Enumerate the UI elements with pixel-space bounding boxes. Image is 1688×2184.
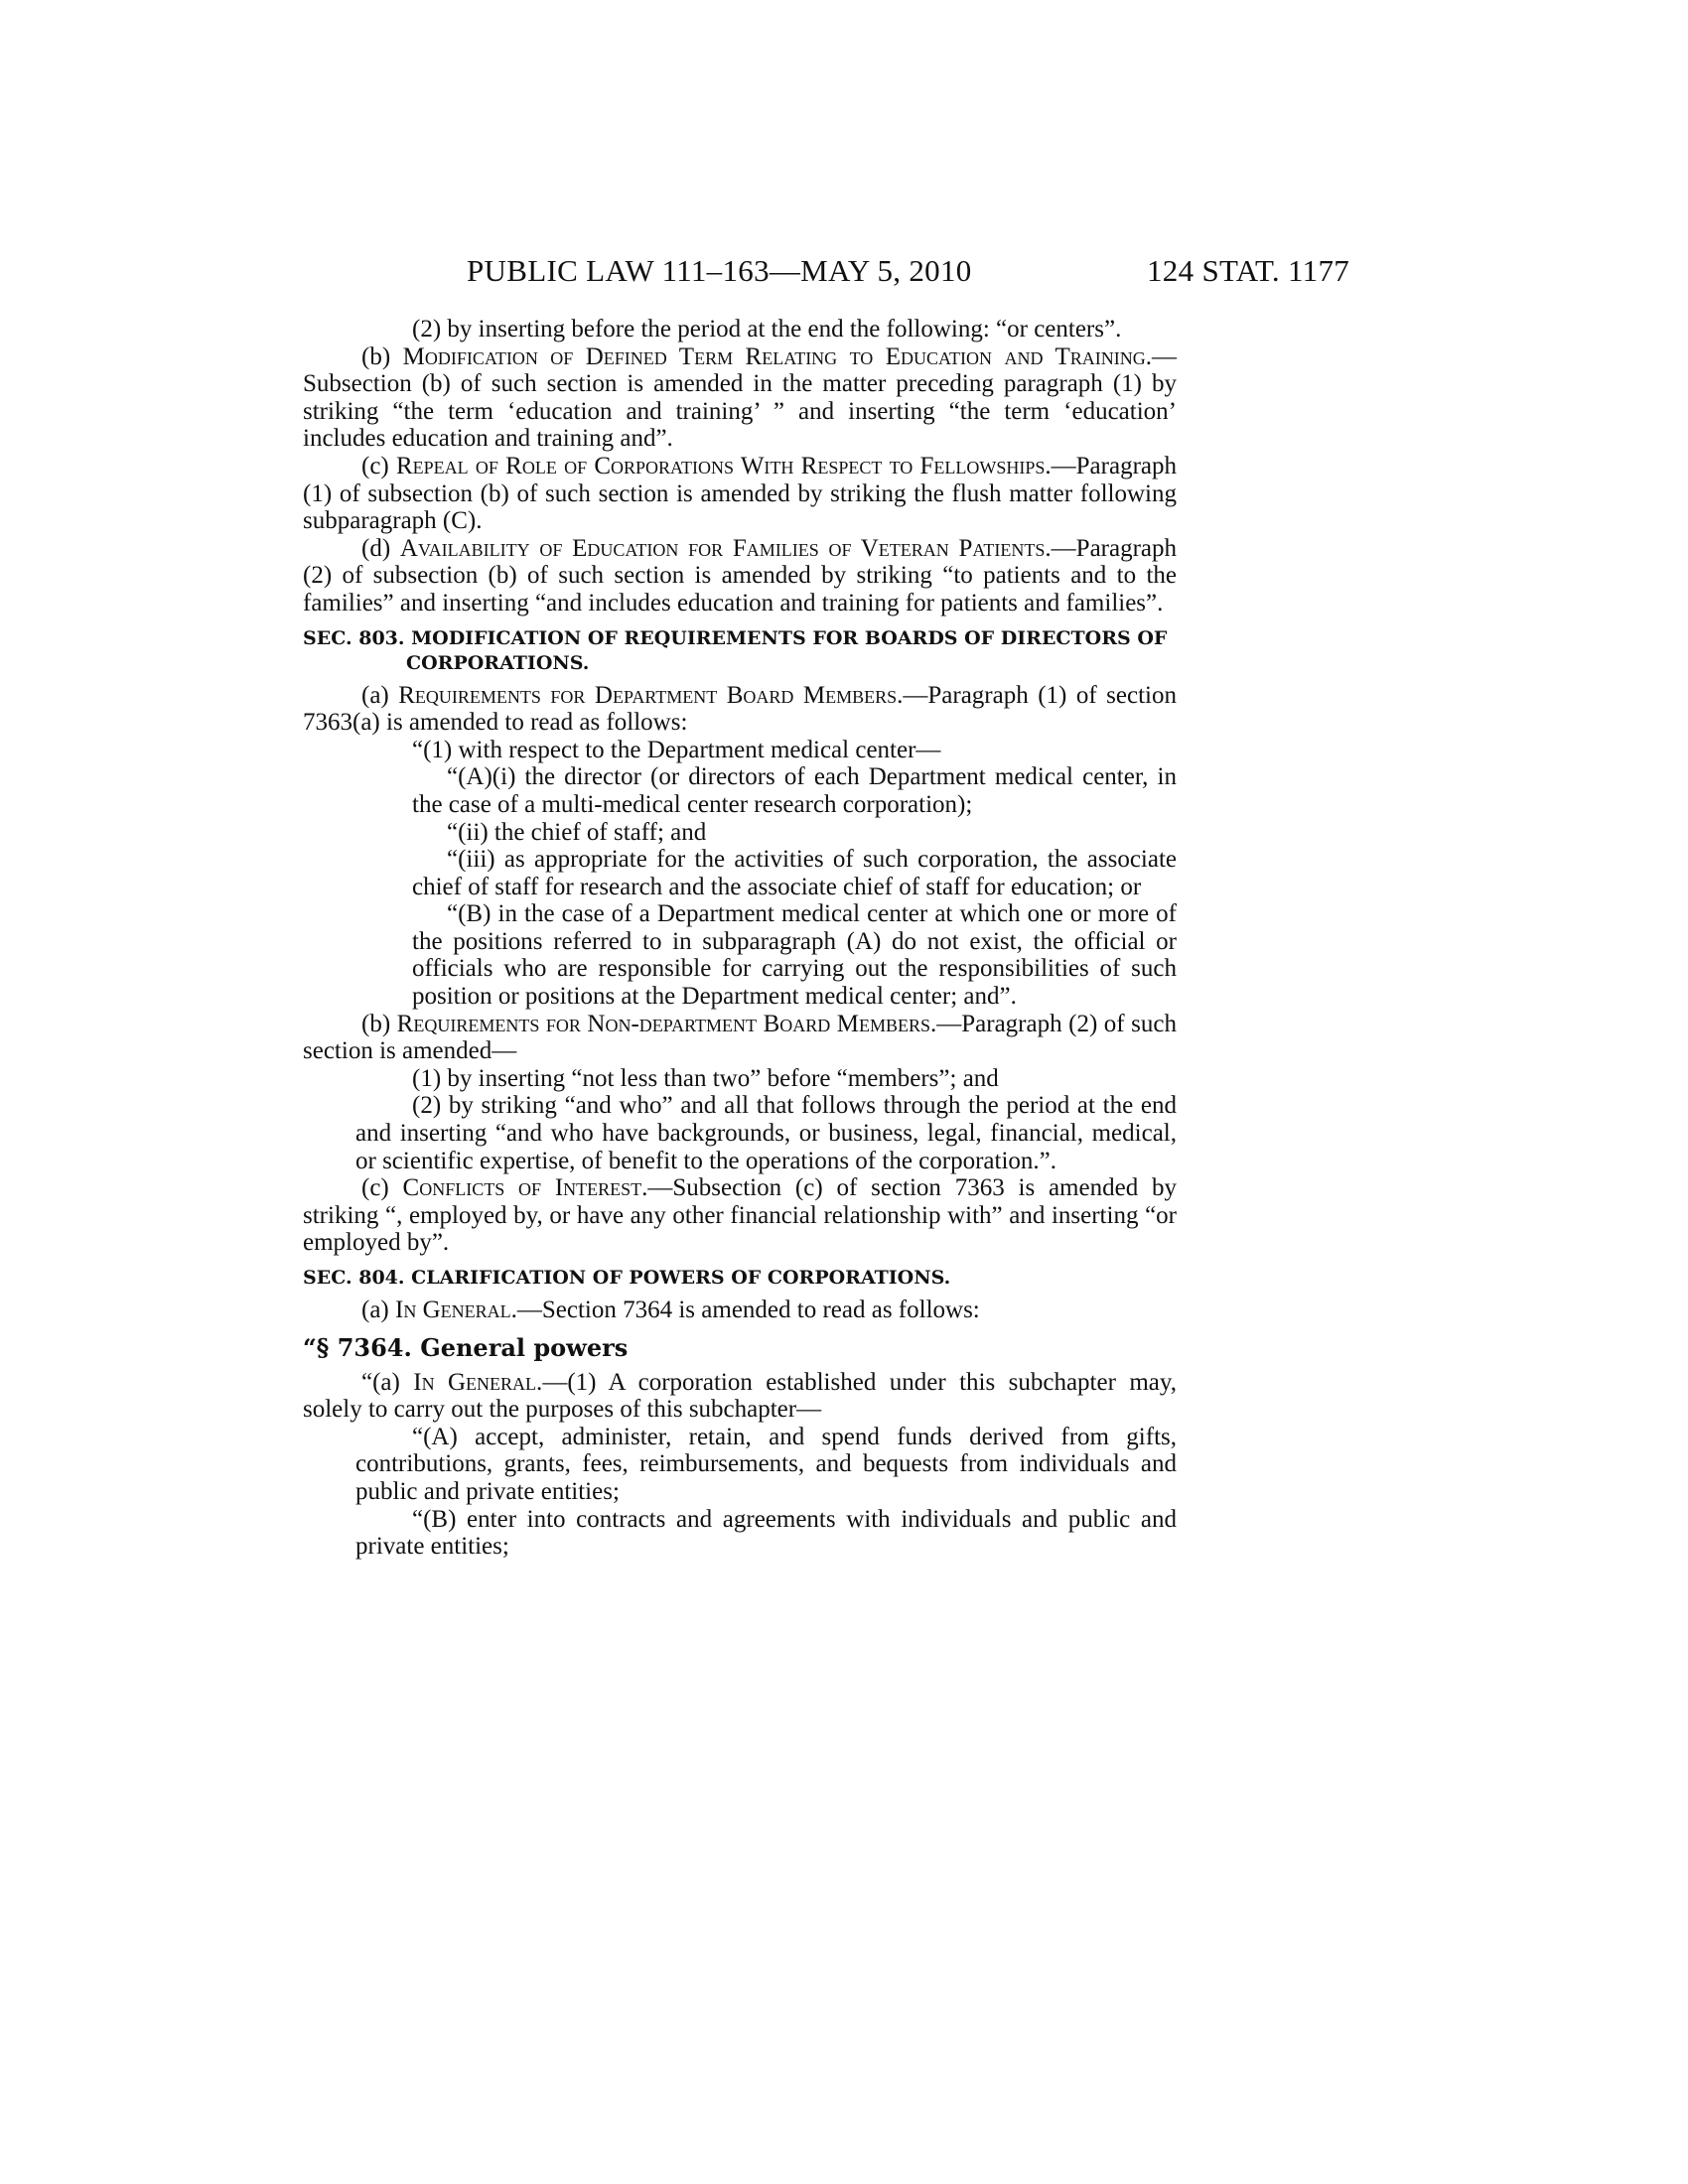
subsection-text: —(1) A corporation established under this subchapter may, solely to carry out the purposes of this subchapter— <box>303 1368 1178 1424</box>
section-7364-heading: “§ 7364. General powers <box>303 1332 629 1362</box>
subsection-heading: Availability of Education for Families of Veteran Patients. <box>399 534 1052 562</box>
subparagraph-a-accept-funds: “(A) accept, administer, retain, and spend funds derived from gifts, contributions, grants, fees, reimbursements, and bequests from individuals and public and private entities; <box>355 1423 1177 1505</box>
subsection-heading: Modification of Defined Term Relating to Education and Training. <box>402 342 1152 370</box>
subsection-text: —Section 7364 is amended to read as follows: <box>516 1297 980 1323</box>
subsection-d-availability <box>303 535 1177 617</box>
subsection-text: —Paragraph (1) of section 7363(a) is amended to read as follows: <box>303 681 1177 737</box>
subsection-heading: Requirements for Department Board Members. <box>398 681 904 709</box>
subsection-c-repeal-role <box>303 453 1177 535</box>
subsection-number: (b) <box>361 1010 397 1037</box>
subsection-heading: In General. <box>413 1368 543 1396</box>
subsection-text: —Paragraph (2) of such section is amended— <box>303 1010 1177 1065</box>
subsection-text: —Paragraph (1) of subsection (b) of such section is amended by striking the flush matter following subparagraph (C). <box>303 452 1177 535</box>
statute-page-number: 124 STAT. 1177 <box>1147 253 1350 288</box>
paragraph-1-medical-center: “(1) with respect to the Department medical center— <box>412 736 941 763</box>
paragraph-2-backgrounds: (2) by striking “and who” and all that follows through the period at the end and inserting “and who have backgrounds, or business, legal, financial, medical, or scientific expertise, of benefit to the operations of the corporation.”. <box>355 1092 1177 1174</box>
clause-ii-chief-of-staff: “(ii) the chief of staff; and <box>447 818 707 846</box>
subsection-a-department-board <box>303 682 1177 737</box>
subparagraph-b-contracts: “(B) enter into contracts and agreements with individuals and public and private entities; <box>355 1505 1177 1561</box>
subsection-c-conflicts <box>303 1174 1177 1257</box>
running-header <box>0 253 1688 293</box>
subsection-number: (c) <box>361 1174 403 1202</box>
section-803-heading: SEC. 803. MODIFICATION OF REQUIREMENTS FOR BOARDS OF DIRECTORS OF CORPORATIONS. <box>303 626 1168 674</box>
public-law-citation: PUBLIC LAW 111–163—MAY 5, 2010 <box>467 253 972 288</box>
document-body <box>303 316 1177 1561</box>
subsection-b-non-department-board <box>303 1011 1177 1065</box>
subsection-text: —Subsection (b) of such section is amended in the matter preceding paragraph (1) by striking “the term ‘education and training’ ” and inserting “the term ‘education’ includes education and training and”. <box>303 342 1177 453</box>
subsection-text: —Paragraph (2) of subsection (b) of such section is amended by striking “to patients and to the families” and inserting “and includes education and training for patients and families”. <box>303 534 1178 616</box>
subsection-heading: Requirements for Non-department Board Members. <box>396 1010 937 1037</box>
subsection-heading: Repeal of Role of Corporations With Respect to Fellowships. <box>396 452 1052 479</box>
subsection-number: (b) <box>361 342 403 370</box>
section-804-heading: SEC. 804. CLARIFICATION OF POWERS OF CORPORATIONS. <box>303 1267 951 1289</box>
subsection-number: “(a) <box>361 1368 414 1396</box>
paragraph-1-not-less-than-two: (1) by inserting “not less than two” before “members”; and <box>412 1064 999 1092</box>
subsection-a-general-powers <box>303 1369 1177 1424</box>
subsection-text: —Subsection (c) of section 7363 is amended by striking “, employed by, or have any other financial relationship with” and inserting “or employed by”. <box>303 1174 1177 1257</box>
subsection-a-in-general <box>303 1297 1177 1324</box>
subparagraph-b-positions: “(B) in the case of a Department medical center at which one or more of the positions referred to in subparagraph (A) do not exist, the official or officials who are responsible for carrying out the responsibilities of such position or positions at the Department medical center; and”. <box>412 900 1177 1011</box>
subsection-number: (a) <box>361 1297 395 1323</box>
subsection-number: (c) <box>361 452 396 479</box>
paragraph-2-or-centers: (2) by inserting before the period at the end the following: “or centers”. <box>412 316 1122 342</box>
subsection-heading: In General. <box>395 1297 517 1323</box>
subsection-number: (d) <box>361 534 400 562</box>
clause-a-i-director: “(A)(i) the director (or directors of each Department medical center, in the case of a multi-medical center research corporation); <box>412 763 1177 818</box>
subsection-b-defined-term <box>303 343 1177 453</box>
subsection-number: (a) <box>361 681 399 709</box>
subsection-heading: Conflicts of Interest. <box>402 1174 648 1202</box>
clause-iii-associate-chief: “(iii) as appropriate for the activities of such corporation, the associate chief of staff for research and the associate chief of staff for education; or <box>412 846 1177 900</box>
